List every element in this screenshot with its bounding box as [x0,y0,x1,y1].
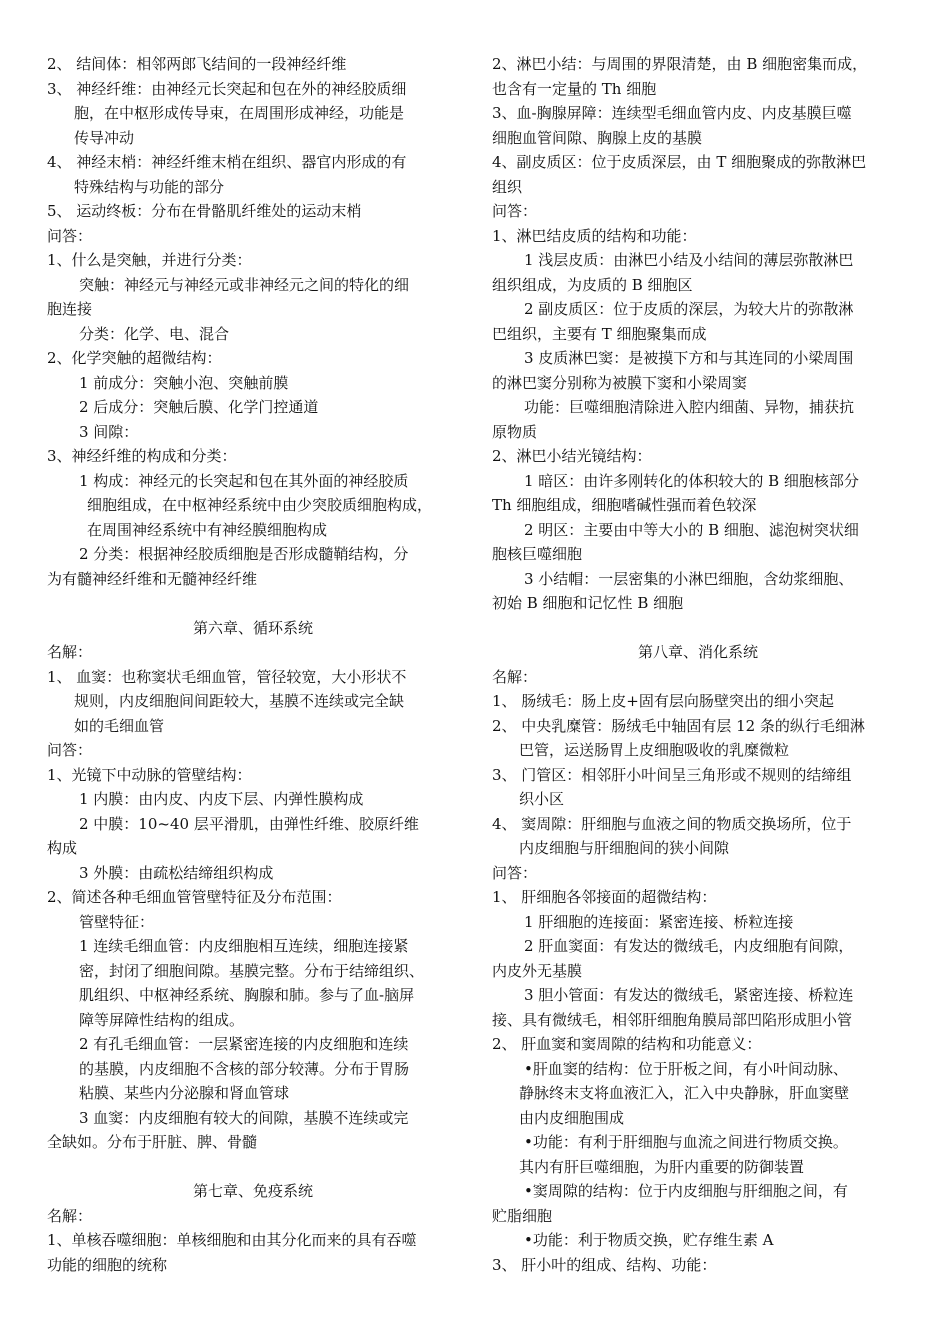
text-line: 如的毛细血管 [74,716,165,735]
text-line: 由内皮细胞围成 [519,1108,625,1127]
text-line: 也含有一定量的 Th 细胞 [492,79,657,98]
text-line: 1 内膜：由内皮、内皮下层、内弹性膜构成 [79,790,364,808]
text-line: 其内有肝巨噬细胞，为肝内重要的防御装置 [519,1157,805,1176]
text-line: 2、 肝血窦和窦周隙的结构和功能意义： [492,1035,762,1053]
text-line: 内皮外无基膜 [492,961,583,980]
text-line: 1、 肝细胞各邻接面的超微结构： [492,888,717,906]
text-line: 巴组织，主要有 T 细胞聚集而成 [492,324,707,343]
text-line: 2 副皮质区：位于皮质的深层，为较大片的弥散淋 [524,300,854,318]
text-line: 问答： [492,202,538,220]
text-line: 3 外膜：由疏松结缔组织构成 [79,863,274,882]
text-line: 突触：神经元与神经元或非神经元之间的特化的细 [79,275,410,294]
text-line: 功能：巨噬细胞清除进入腔内细菌、异物，捕获抗 [524,398,855,416]
text-line: 的基膜，内皮细胞不含核的部分较薄。分布于胃肠 [79,1059,410,1078]
text-line: •肝血窦的结构：位于肝板之间，有小叶间动脉、 [524,1059,848,1078]
text-line: 名解： [47,643,93,661]
text-line: 织小区 [519,790,565,808]
chapter-heading: 第八章、消化系统 [637,643,758,661]
text-line: 4、副皮质区：位于皮质深层，由 T 细胞聚成的弥散淋巴 [492,153,867,171]
text-line: 1、光镜下中动脉的管壁结构： [47,765,252,784]
text-line: •功能：利于物质交换，贮存维生素 A [524,1231,774,1249]
blank-line [492,616,904,641]
text-line: •窦周隙的结构：位于内皮细胞与肝细胞之间，有 [524,1182,848,1200]
text-line: 5、 运动终板：分布在骨骼肌纤维处的运动末梢 [47,202,362,220]
text-line: 1、单核吞噬细胞：单核细胞和由其分化而来的具有吞噬 [47,1231,417,1249]
blank-line [47,591,459,616]
text-line: 1 构成：神经元的长突起和包在其外面的神经胶质 [79,471,409,490]
text-line: 2 有孔毛细血管：一层紧密连接的内皮细胞和连续 [79,1035,409,1053]
text-line: 胞，在中枢形成传导束，在周围形成神经，功能是 [74,104,405,122]
text-line: 2 分类：根据神经胶质细胞是否形成髓鞘结构，分 [79,545,409,563]
text-line: 2、简述各种毛细血管管壁特征及分布范围： [47,888,342,906]
text-line: 1 连续毛细血管：内皮细胞相互连续，细胞连接紧 [79,937,409,955]
text-line: 分类：化学、电、混合 [79,324,230,343]
text-line: 3 皮质淋巴窦：是被摸下方和与其连同的小梁周围 [524,349,854,367]
text-line: 2 中膜：10~40 层平滑肌，由弹性纤维、胶原纤维 [79,814,419,833]
text-line: 3、神经纤维的构成和分类： [47,447,237,465]
text-line: 4、 神经末梢：神经纤维末梢在组织、器官内形成的有 [47,153,407,171]
text-line: 1、淋巴结皮质的结构和功能： [492,226,697,245]
text-line: 2、 中央乳糜管：肠绒毛中轴固有层 12 条的纵行毛细淋 [492,716,865,735]
text-line: 胞连接 [47,300,93,318]
text-line: 问答： [47,741,93,759]
text-line: 胞核巨噬细胞 [492,545,583,563]
chapter-heading: 第六章、循环系统 [192,618,313,637]
text-line: 密，封闭了细胞间隙。基膜完整。分布于结缔组织、 [79,961,425,980]
text-line: 1 暗区：由许多刚转化的体积较大的 B 细胞核部分 [524,471,859,490]
text-line: 特殊结构与功能的部分 [74,177,225,196]
text-line: 4、 窦周隙：肝细胞与血液之间的物质交换场所，位于 [492,814,852,833]
text-line: 组织组成，为皮质的 B 细胞区 [492,275,693,294]
text-line: 在周围神经系统中有神经膜细胞构成 [87,520,328,539]
text-line: 2、 结间体：相邻两郎飞结间的一段神经纤维 [47,55,347,73]
text-line: 初始 B 细胞和记忆性 B 细胞 [492,594,684,612]
text-line: 贮脂细胞 [492,1206,553,1225]
text-line: 组织 [492,177,523,196]
text-line: 3 小结帽：一层密集的小淋巴细胞，含幼浆细胞、 [524,569,854,588]
text-line: 3、 门管区：相邻肝小叶间呈三角形或不规则的结缔组 [492,765,852,784]
text-line: 规则，内皮细胞间间距较大，基膜不连续或完全缺 [74,692,405,710]
left-column [47,52,459,1277]
text-line: 传导冲动 [74,128,135,147]
text-line: 1 肝细胞的连接面：紧密连接、桥粒连接 [524,912,794,931]
text-line: 构成 [47,839,78,857]
text-line: 问答： [492,863,538,882]
text-line: 2 后成分：突触后膜、化学门控通道 [79,398,319,416]
text-line: Th 细胞组成，细胞嗜碱性强而着色较深 [492,496,757,514]
text-line: 接、具有微绒毛，相邻肝细胞角膜局部凹陷形成胆小管 [492,1010,853,1029]
text-line: 管壁特征： [79,912,155,931]
text-line: 3 胆小管面：有发达的微绒毛，紧密连接、桥粒连 [524,986,854,1004]
text-line: 全缺如。分布于肝脏、脾、骨髓 [47,1133,258,1151]
text-line: 的淋巴窦分别称为被膜下窦和小梁周窦 [492,373,748,392]
text-line: 问答： [47,226,93,245]
text-line: 1、 肠绒毛：肠上皮+固有层向肠壁突出的细小突起 [492,692,834,710]
text-line: 肌组织、中枢神经系统、胸腺和肺。参与了血-脑屏 [79,986,415,1004]
text-line: 内皮细胞与肝细胞间的狭小间隙 [519,839,730,857]
text-line: 原物质 [492,422,538,441]
text-line: 2 明区：主要由中等大小的 B 细胞、滤泡树突状细 [524,520,859,539]
text-line: 名解： [492,667,538,686]
text-line: 粘膜、某些内分泌腺和肾血管球 [79,1084,290,1102]
blank-line [47,1155,459,1180]
text-line: 1、 血窦：也称窦状毛细血管，管径较宽，大小形状不 [47,667,407,686]
text-line: 巴管，运送肠胃上皮细胞吸收的乳糜微粒 [519,741,790,759]
text-line: 细胞组成，在中枢神经系统中由少突胶质细胞构成， [87,496,433,514]
text-line: 2、淋巴小结：与周围的界限清楚，由 B 细胞密集而成， [492,55,868,73]
text-line: 2、化学突触的超微结构： [47,349,222,367]
text-line: 名解： [47,1206,93,1225]
text-line: 3 间隙： [79,422,139,441]
text-line: 2、淋巴小结光镜结构： [492,447,652,465]
text-line: 3、 神经纤维：由神经元长突起和包在外的神经胶质细 [47,79,407,98]
text-line: 3、 肝小叶的组成、结构、功能： [492,1255,717,1274]
text-line: 1 前成分：突触小泡、突触前膜 [79,373,289,392]
text-line: 功能的细胞的统称 [47,1255,168,1274]
right-column [492,52,904,1277]
text-line: 3 血窦：内皮细胞有较大的间隙，基膜不连续或完 [79,1108,409,1127]
text-line: 为有髓神经纤维和无髓神经纤维 [47,569,258,588]
text-line: 1 浅层皮质：由淋巴小结及小结间的薄层弥散淋巴 [524,251,854,269]
text-line: 3、血-胸腺屏障：连续型毛细血管内皮、内皮基膜巨噬 [492,104,852,122]
text-line: 细胞血管间隙、胸腺上皮的基膜 [492,128,703,147]
text-line: •功能：有利于肝细胞与血流之间进行物质交换。 [524,1133,848,1151]
chapter-heading: 第七章、免疫系统 [192,1182,313,1200]
text-line: 障等屏障性结构的组成。 [79,1010,245,1029]
text-line: 1、什么是突触，并进行分类： [47,251,252,269]
text-line: 静脉终末支将血液汇入，汇入中央静脉，肝血窦壁 [519,1084,850,1102]
text-line: 2 肝血窦面：有发达的微绒毛，内皮细胞有间隙， [524,937,854,955]
